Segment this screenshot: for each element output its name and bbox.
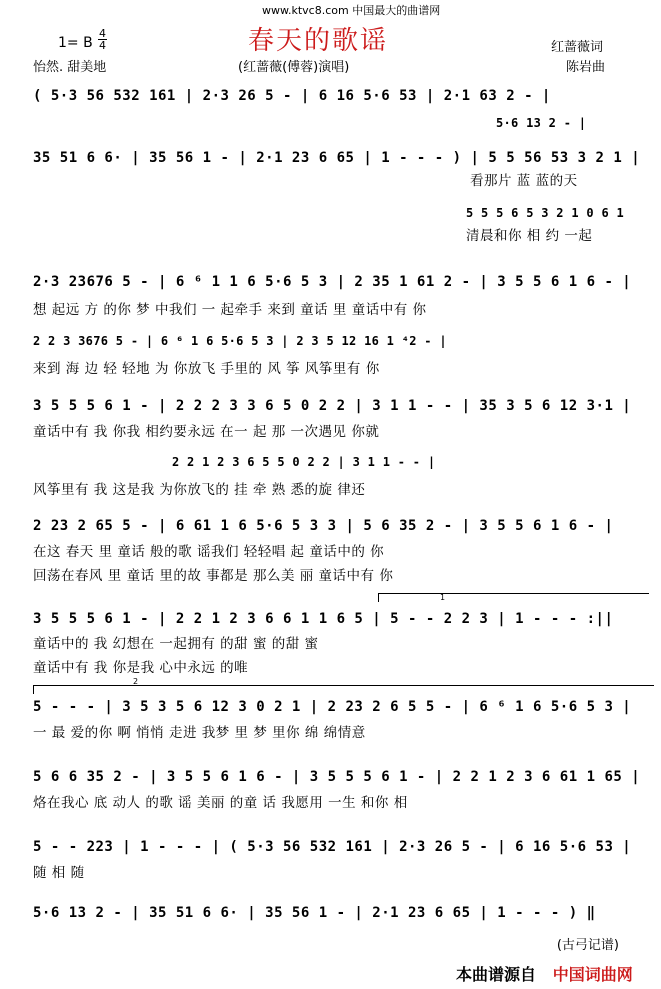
source-site: 中国词曲网 [552,965,633,984]
notation-line: 2·3 23676 5 - | 6 ⁶ 1 1 6 5·6 5 3 | 2 35 1 61 2 - | 3 5 5 6 1 6 - | [33,274,632,290]
performer-credit: (红蔷薇(傅蓉)演唱) [238,60,350,75]
second-ending-bracket [33,685,654,694]
notation-line: 35 51 6 6· | 35 56 1 - | 2·1 23 6 65 | 1 - - - ) | 5 5 56 53 3 2 1 | [33,150,641,166]
transcriber-credit: (古弓记谱) [556,938,619,953]
composer-credit: 陈岩曲 [566,60,606,75]
notation-line: 5·6 13 2 - | [496,116,587,130]
notation-line: ( 5·3 56 532 161 | 2·3 26 5 - | 6 16 5·6 53 | 2·1 63 2 - | [33,88,551,104]
lyric-line: 童话中的 我 幻想在 一起拥有 的甜 蜜 的甜 蜜 [33,636,319,652]
lyric-line: 烙在我心 底 动人 的歌 谣 美丽 的童 话 我愿用 一生 和你 相 [33,795,408,811]
mood-marking: 怡然. 甜美地 [33,60,107,75]
lyric-line: 童话中有 我 你是我 心中永远 的唯 [33,660,249,676]
lyric-line: 看那片 蓝 蓝的天 [470,173,578,189]
notation-line: 3 5 5 5 6 1 - | 2 2 2 3 3 6 5 0 2 2 | 3 1 1 - - | 35 3 5 6 12 3·1 | [33,398,632,414]
lyric-line: 一 最 爱的你 啊 悄悄 走进 我梦 里 梦 里你 绵 绵情意 [33,725,366,741]
notation-line: 5 6 6 35 2 - | 3 5 5 6 1 6 - | 3 5 5 5 6 1 - | 2 2 1 2 3 6 61 1 65 | [33,769,641,785]
notation-line: 2 23 2 65 5 - | 6 61 1 6 5·6 5 3 3 | 5 6 35 2 - | 3 5 5 6 1 6 - | [33,518,614,534]
lyric-line: 来到 海 边 轻 轻地 为 你放飞 手里的 风 筝 风筝里有 你 [33,361,380,377]
notation-line: 5 - - - | 3 5 3 5 6 12 3 0 2 1 | 2 23 2 6 5 5 - | 6 ⁶ 1 6 5·6 5 3 | [33,699,632,715]
notation-line: 2 2 1 2 3 6 5 5 0 2 2 | 3 1 1 - - | [172,455,436,469]
lyric-line: 风筝里有 我 这是我 为你放飞的 挂 牵 熟 悉的旋 律还 [33,482,366,498]
time-signature [98,28,107,51]
lyric-line: 清晨和你 相 约 一起 [466,228,593,244]
notation-line: 5·6 13 2 - | 35 51 6 6· | 35 56 1 - | 2·1 23 6 65 | 1 - - - ) ‖ [33,905,596,921]
source-label: 本曲谱源自 [456,965,537,984]
notation-line: 5 5 5 6 5 3 2 1 0 6 1 [466,206,625,220]
notation-line: 2 2 3 3676 5 - | 6 ⁶ 1 6 5·6 5 3 | 2 3 5 12 16 1 ⁴2 - | [33,334,447,348]
lyricist-credit: 红蔷薇词 [551,40,604,55]
lyric-line: 随 相 随 [33,865,85,881]
key-signature: 1= B [58,35,93,51]
site-url: www.ktvc8.com 中国最大的曲谱网 [262,4,441,17]
source-footer [456,962,633,985]
lyric-line: 在这 春天 里 童话 般的歌 谣我们 轻轻唱 起 童话中的 你 [33,544,385,560]
second-ending-number: 2 [133,677,139,686]
lyric-line: 回荡在春风 里 童话 里的故 事都是 那么美 丽 童话中有 你 [33,568,394,584]
time-signature-denominator: 4 [99,39,106,52]
lyric-line: 想 起远 方 的你 梦 中我们 一 起牵手 来到 童话 里 童话中有 你 [33,302,427,318]
notation-line: 3 5 5 5 6 1 - | 2 2 1 2 3 6 6 1 1 6 5 | 5 - - 2 2 3 | 1 - - - :|| [33,611,614,627]
time-signature-numerator: 4 [99,27,106,40]
first-ending-number: 1 [440,593,446,602]
notation-line: 5 - - 223 | 1 - - - | ( 5·3 56 532 161 | 2·3 26 5 - | 6 16 5·6 53 | [33,839,632,855]
song-title: 春天的歌谣 [248,26,389,56]
first-ending-bracket [378,593,649,602]
lyric-line: 童话中有 我 你我 相约要永远 在一 起 那 一次遇见 你就 [33,424,380,440]
